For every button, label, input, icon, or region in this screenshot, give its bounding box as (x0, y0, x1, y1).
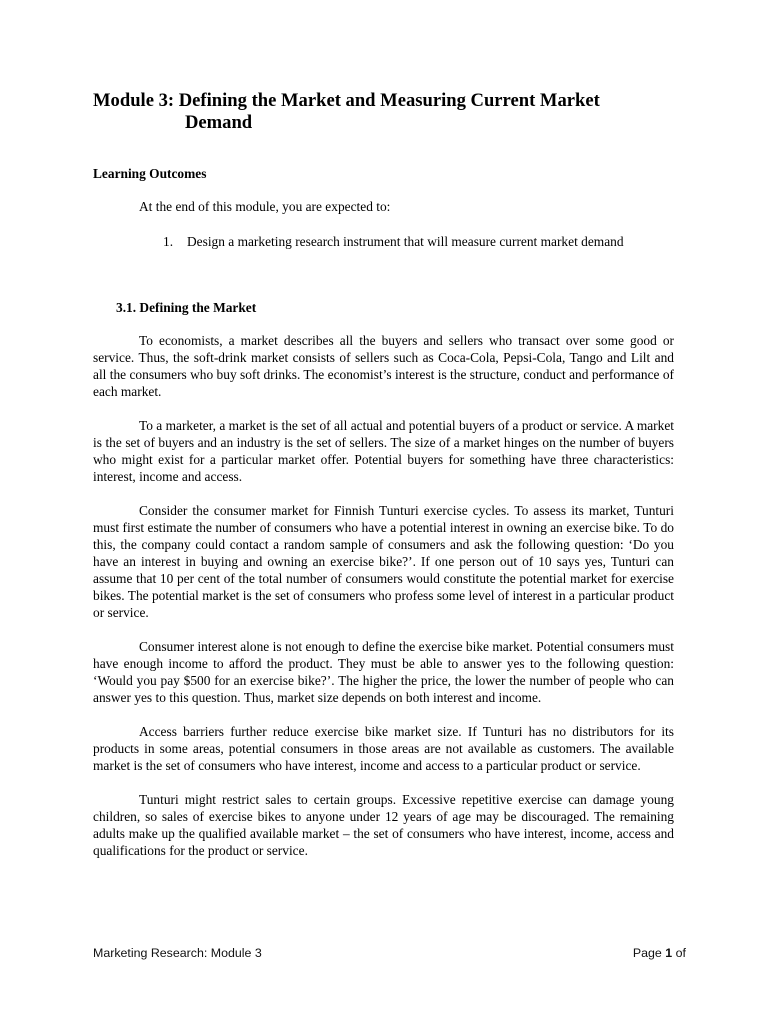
of-label: of (675, 946, 686, 960)
page-title (93, 90, 693, 134)
page-label: Page (632, 946, 662, 960)
learning-outcomes-list (163, 233, 643, 250)
title-line-2: Demand (185, 112, 253, 133)
learning-outcomes-intro: At the end of this module, you are expected to: (139, 199, 391, 214)
title-line-1: Module 3: Defining the Market and Measuring Current Market (93, 90, 600, 111)
page-number-indicator (633, 946, 686, 960)
paragraph-marketer: To a marketer, a market is the set of all actual and potential buyers of a product or service. A market is the set of buyers and an industry is the set of sellers. The size of a market hinges on the number of buyers who might exist for a particular market offer. Potential buyers for something have three characteristics: interest, income and access. (93, 418, 674, 484)
section-heading: 3.1. Defining the Market (116, 300, 257, 315)
paragraph-tunturi-market: Consider the consumer market for Finnish Tunturi exercise cycles. To assess its market, Tunturi must first estimate the number of consumers who have a potential interest in owning an exercise bike. To do this, the company could contact a random sample of consumers and ask the following question: ‘Do you have an interest in buying and owning an exercise bike?’. If one person out of 10 says yes, Tunturi can assume that 10 per cent of the total number of consumers would constitute the potential market for exercise bikes. The potential market is the set of consumers who profess some level of interest in a particular product or service. (93, 503, 674, 620)
learning-outcomes-heading: Learning Outcomes (93, 166, 207, 181)
footer-title: Marketing Research: Module 3 (93, 946, 262, 960)
paragraph-access-barriers: Access barriers further reduce exercise bike market size. If Tunturi has no distributors for its products in some areas, potential consumers in those areas are not available as customers. The available market is the set of consumers who have interest, income and access to a particular product or service. (93, 724, 674, 773)
list-item (163, 233, 643, 250)
page-number: 1 (665, 946, 673, 960)
paragraph-restrict-sales: Tunturi might restrict sales to certain groups. Excessive repetitive exercise can damage young children, so sales of exercise bikes to anyone under 12 years of age may be discouraged. The remaining adults make up the qualified available market – the set of consumers who have interest, income, access and qualifications for the product or service. (93, 792, 674, 858)
section-body (93, 332, 674, 876)
paragraph-economists: To economists, a market describes all the buyers and sellers who transact over some good or service. Thus, the soft-drink market consists of sellers such as Coca-Cola, Pepsi-Cola, Tango and Lilt and all the consumers who buy soft drinks. The economist’s interest is the structure, conduct and performance of each market. (93, 333, 674, 399)
paragraph-consumer-interest: Consumer interest alone is not enough to define the exercise bike market. Potential consumers must have enough income to afford the product. They must be able to answer yes to the following question: ‘Would you pay $500 for an exercise bike?’. The higher the price, the lower the number of people who can answer yes to this question. Thus, market size depends on both interest and income. (93, 639, 674, 705)
list-item-text: Design a marketing research instrument that will measure current market demand (187, 234, 624, 249)
list-item-number: 1. (163, 234, 174, 249)
